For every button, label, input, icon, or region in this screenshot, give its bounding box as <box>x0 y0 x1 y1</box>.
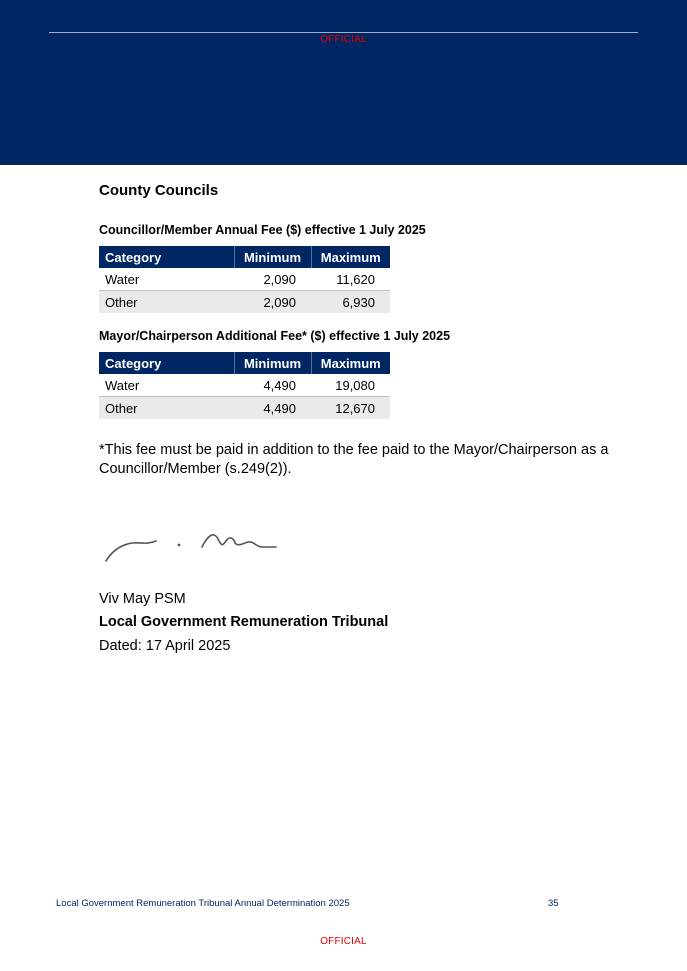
footnote: *This fee must be paid in addition to the fee paid to the Mayor/Chairperson as a Councillor/Member (s.249(2)). <box>99 442 609 477</box>
signature-image <box>98 525 283 573</box>
table-row <box>99 397 390 420</box>
cell-minimum: 4,490 <box>234 374 311 397</box>
fee-table-councillor <box>99 246 390 313</box>
cell-category: Water <box>99 374 234 397</box>
column-header-maximum: Maximum <box>311 246 390 268</box>
signature-date: Dated: 17 April 2025 <box>99 638 231 654</box>
cell-category: Other <box>99 291 234 314</box>
header-rule <box>49 32 638 33</box>
cell-maximum: 12,670 <box>311 397 390 420</box>
page-number: 35 <box>548 898 559 909</box>
classification-label-top: OFFICIAL <box>320 34 367 45</box>
column-header-minimum: Minimum <box>234 246 311 268</box>
column-header-maximum: Maximum <box>311 352 390 374</box>
cell-maximum: 11,620 <box>311 268 390 291</box>
table-title-councillor: Councillor/Member Annual Fee ($) effective 1 July 2025 <box>99 223 426 237</box>
column-header-category: Category <box>99 246 234 268</box>
header-banner <box>0 0 687 165</box>
column-header-minimum: Minimum <box>234 352 311 374</box>
cell-minimum: 2,090 <box>234 291 311 314</box>
cell-minimum: 4,490 <box>234 397 311 420</box>
table-row <box>99 374 390 397</box>
table-row <box>99 268 390 291</box>
table-row <box>99 291 390 314</box>
footer-title: Local Government Remuneration Tribunal Annual Determination 2025 <box>56 898 350 909</box>
signer-name: Viv May PSM <box>99 591 186 607</box>
fee-table-mayor <box>99 352 390 419</box>
classification-label-bottom: OFFICIAL <box>320 936 367 947</box>
cell-minimum: 2,090 <box>234 268 311 291</box>
cell-maximum: 6,930 <box>311 291 390 314</box>
cell-maximum: 19,080 <box>311 374 390 397</box>
table-title-mayor: Mayor/Chairperson Additional Fee* ($) effective 1 July 2025 <box>99 329 451 343</box>
signer-organisation: Local Government Remuneration Tribunal <box>99 614 389 630</box>
section-title: County Councils <box>99 182 219 199</box>
cell-category: Other <box>99 397 234 420</box>
column-header-category: Category <box>99 352 234 374</box>
cell-category: Water <box>99 268 234 291</box>
